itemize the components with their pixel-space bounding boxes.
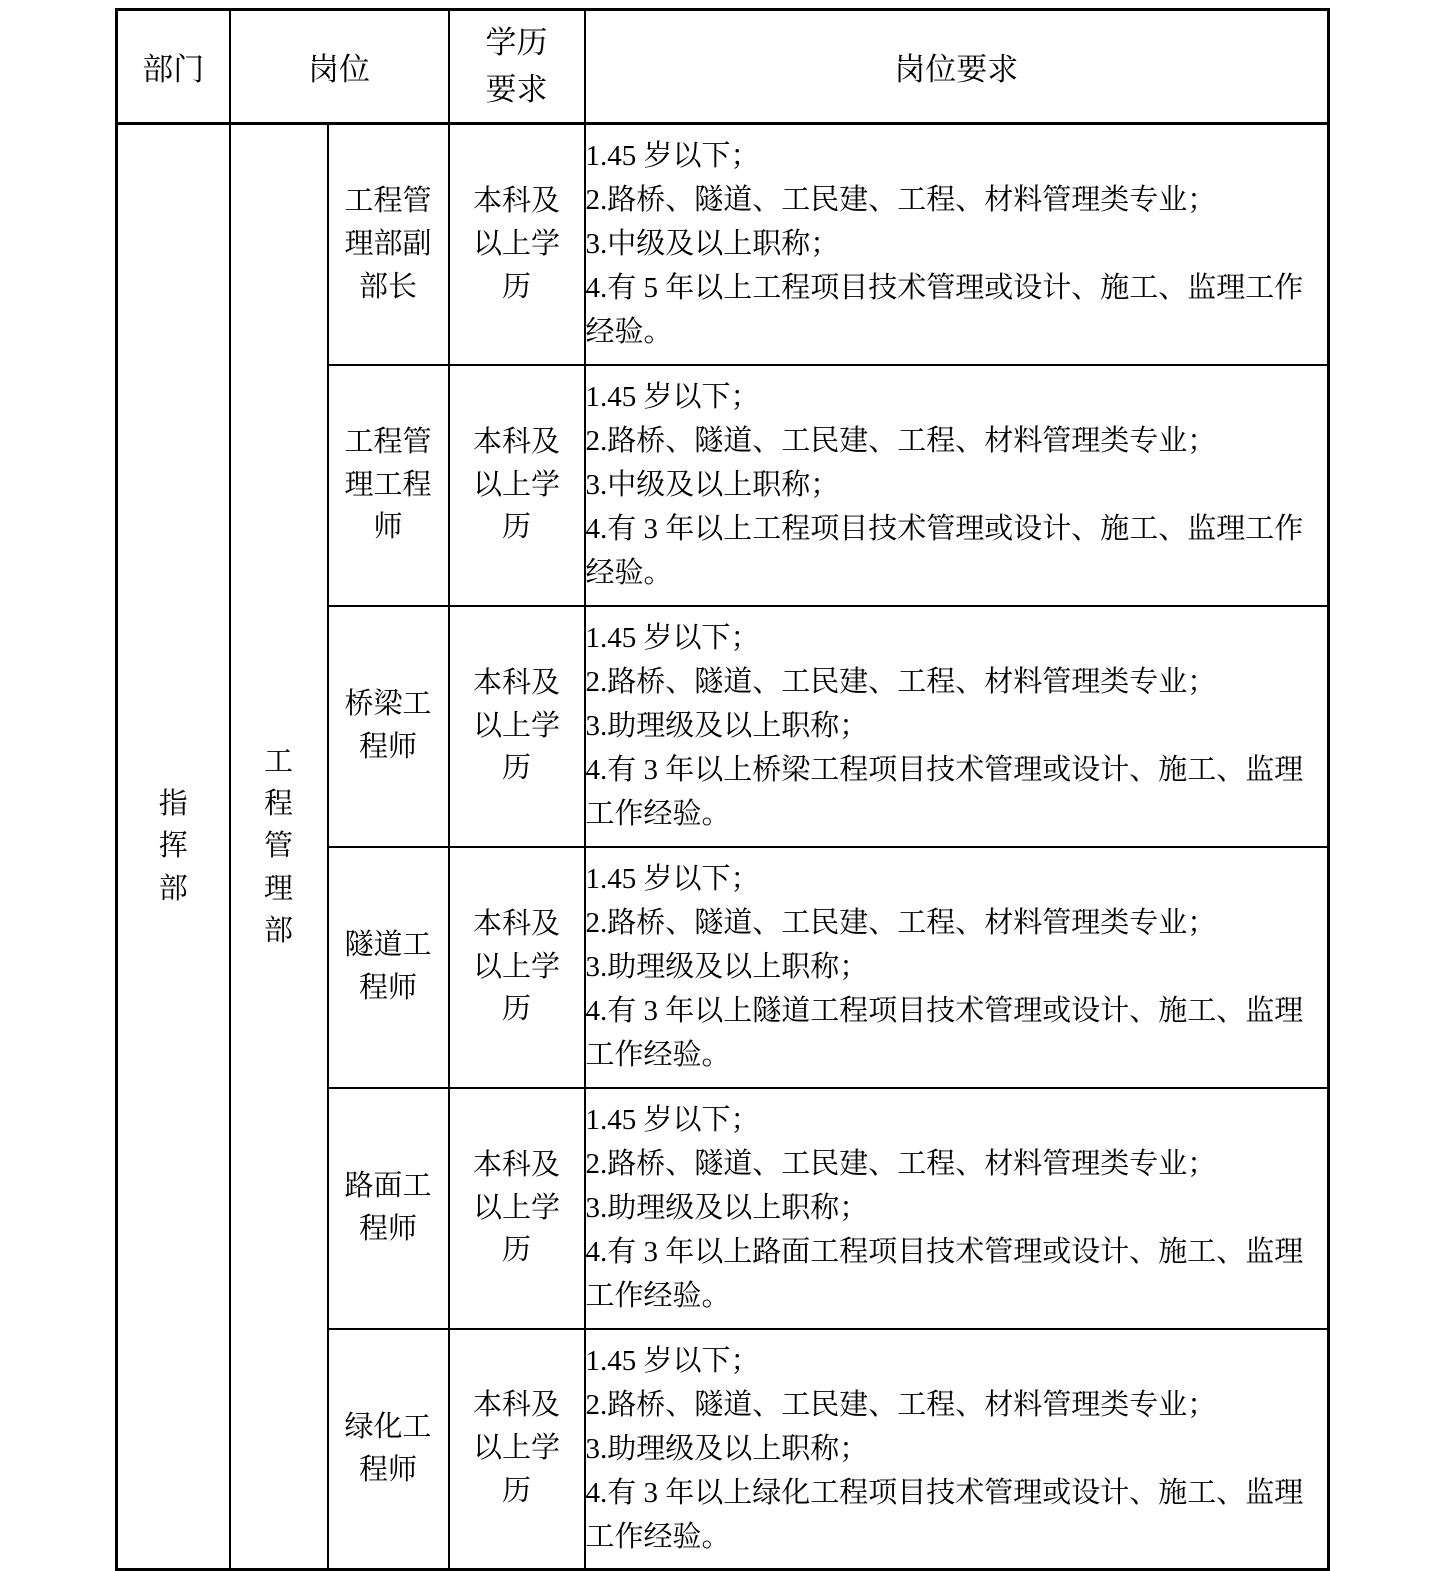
requirement-item: 3.助理级及以上职称； <box>585 950 869 983</box>
education-cell <box>449 847 585 1088</box>
department-cell <box>117 124 230 1570</box>
requirement-item: 3.助理级及以上职称； <box>585 709 869 742</box>
header-position <box>230 10 449 124</box>
sub-department-label: 工程管理部 <box>263 746 293 947</box>
requirement-item: 4.有 3 年以上路面工程项目技术管理或设计、施工、监理工作经验。 <box>585 1236 1304 1313</box>
position-cell <box>328 365 449 606</box>
position-cell <box>328 124 449 365</box>
position-cell <box>328 606 449 847</box>
education-cell <box>449 365 585 606</box>
position-cell <box>328 847 449 1088</box>
requirement-item: 1.45 岁以下； <box>585 621 760 654</box>
position-cell <box>328 1329 449 1570</box>
education-label: 本科及以上学历 <box>472 425 560 544</box>
requirement-item: 4.有 3 年以上工程项目技术管理或设计、施工、监理工作经验。 <box>585 513 1304 590</box>
requirement-item: 3.助理级及以上职称； <box>585 1432 869 1465</box>
department-label: 指挥部 <box>158 788 188 905</box>
position-label: 绿化工程师 <box>344 1410 432 1486</box>
requirement-item: 1.45 岁以下； <box>585 380 760 413</box>
table-header-row <box>117 10 1329 124</box>
requirement-item: 2.路桥、隧道、工民建、工程、材料管理类专业； <box>585 665 1217 698</box>
position-label: 工程管理工程师 <box>344 425 432 544</box>
requirements-cell <box>585 365 1329 606</box>
requirement-item: 4.有 3 年以上绿化工程项目技术管理或设计、施工、监理工作经验。 <box>585 1476 1304 1553</box>
requirement-item: 4.有 3 年以上隧道工程项目技术管理或设计、施工、监理工作经验。 <box>585 995 1304 1072</box>
requirement-item: 2.路桥、隧道、工民建、工程、材料管理类专业； <box>585 1388 1217 1421</box>
requirements-cell <box>585 124 1329 365</box>
requirement-item: 1.45 岁以下； <box>585 1344 760 1377</box>
education-label: 本科及以上学历 <box>472 1389 560 1508</box>
requirement-item: 4.有 5 年以上工程项目技术管理或设计、施工、监理工作经验。 <box>585 272 1304 349</box>
requirement-item: 1.45 岁以下； <box>585 140 760 173</box>
education-label: 本科及以上学历 <box>472 184 560 303</box>
requirement-item: 2.路桥、隧道、工民建、工程、材料管理类专业； <box>585 424 1217 457</box>
requirement-item: 2.路桥、隧道、工民建、工程、材料管理类专业； <box>585 1147 1217 1180</box>
header-department <box>117 10 230 124</box>
requirement-item: 1.45 岁以下； <box>585 1103 760 1136</box>
table-row <box>117 124 1329 365</box>
header-education <box>449 10 585 124</box>
recruitment-table <box>115 8 1330 1571</box>
sub-department-cell <box>230 124 328 1570</box>
requirement-item: 1.45 岁以下； <box>585 862 760 895</box>
header-requirements <box>585 10 1329 124</box>
requirements-cell <box>585 1088 1329 1329</box>
education-label: 本科及以上学历 <box>472 666 560 785</box>
education-cell <box>449 606 585 847</box>
requirements-cell <box>585 1329 1329 1570</box>
education-cell <box>449 1329 585 1570</box>
requirements-cell <box>585 606 1329 847</box>
education-cell <box>449 124 585 365</box>
position-label: 隧道工程师 <box>344 929 432 1004</box>
header-position-label: 岗位 <box>308 52 370 87</box>
header-department-label: 部门 <box>142 52 205 87</box>
requirement-item: 4.有 3 年以上桥梁工程项目技术管理或设计、施工、监理工作经验。 <box>585 754 1304 831</box>
requirement-item: 2.路桥、隧道、工民建、工程、材料管理类专业； <box>585 184 1217 217</box>
requirements-cell <box>585 847 1329 1088</box>
requirement-item: 3.中级及以上职称； <box>585 468 840 501</box>
position-label: 桥梁工程师 <box>344 688 432 763</box>
position-label: 工程管理部副部长 <box>344 184 432 303</box>
requirement-item: 2.路桥、隧道、工民建、工程、材料管理类专业； <box>585 906 1217 939</box>
requirement-item: 3.助理级及以上职称； <box>585 1191 869 1224</box>
header-education-label: 学历要求 <box>485 25 548 107</box>
requirement-item: 3.中级及以上职称； <box>585 228 840 261</box>
education-label: 本科及以上学历 <box>472 1148 560 1267</box>
position-label: 路面工程师 <box>344 1170 432 1245</box>
header-requirements-label: 岗位要求 <box>894 52 1019 87</box>
position-cell <box>328 1088 449 1329</box>
education-label: 本科及以上学历 <box>472 907 560 1026</box>
education-cell <box>449 1088 585 1329</box>
